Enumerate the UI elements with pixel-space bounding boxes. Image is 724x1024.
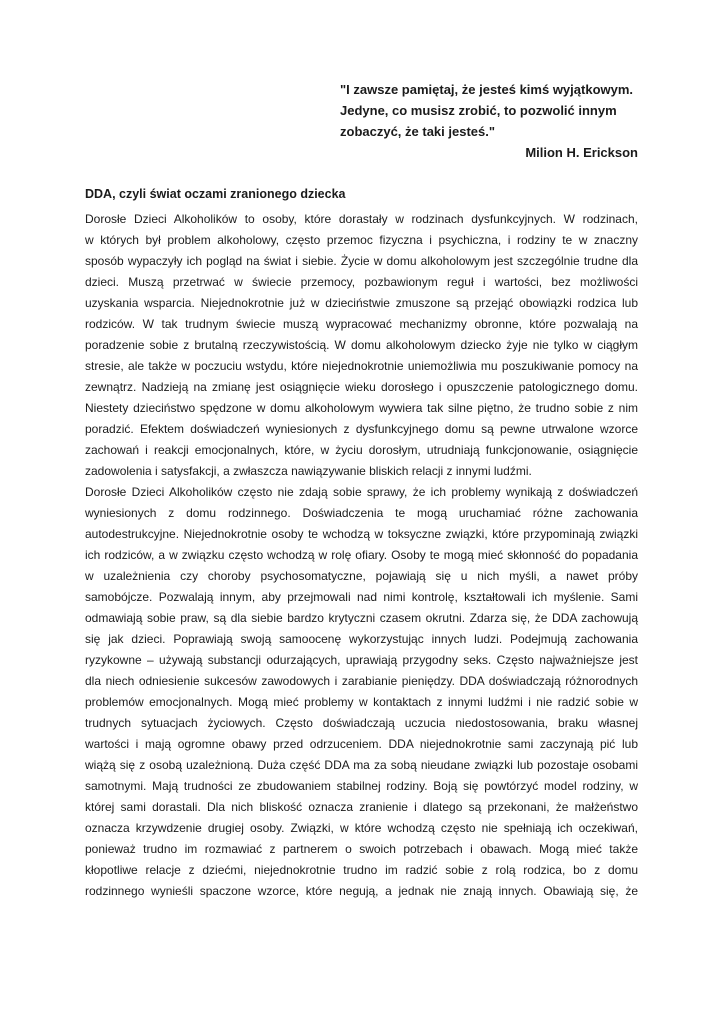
text-line: oznacza krzywdzenie drugiej osoby. Związki, w które wchodzą często nie spełniają ich oczekiwań, [85, 821, 638, 835]
paragraph [85, 209, 638, 482]
quote-line: Jedyne, co musisz zrobić, to pozwolić innym [340, 103, 617, 118]
text-line: samotnymi. Mają trudności ze zbudowaniem stabilnej rodziny. Boją się powtórzyć model rodziny, w [85, 779, 638, 793]
text-line: wiążą się z osobą uzależnioną. Duża część DDA ma za sobą nieudane związki lub pozostaje osobami [85, 758, 638, 772]
text-line: się jak dzieci. Poprawiają swoją samoocenę wykorzystując innych ludzi. Podejmują zachowania [85, 632, 638, 646]
text-line: Dorosłe Dzieci Alkoholików często nie zdają sobie sprawy, że ich problemy wynikają z doświadczeń [85, 485, 638, 499]
text-line: trudnych sytuacjach życiowych. Często doświadczają uczucia niedostosowania, braku własnej [85, 716, 638, 730]
text-line: w uzależnienia czy choroby psychosomatyczne, pojawiają się u nich myśli, a nawet próby [85, 569, 638, 583]
text-line: poradzenie sobie z brutalną rzeczywistością. W domu alkoholowym dziecko żyje nie tylko w ciągłym [85, 338, 638, 352]
text-line: zachowań i reakcji emocjonalnych, które, w życiu dorosłym, utrudniają funkcjonowanie, osiągnięcie [85, 443, 638, 457]
text-line: Dorosłe Dzieci Alkoholików to osoby, które dorastały w rodzinach dysfunkcyjnych. W rodzinach, [85, 212, 638, 226]
text-line: ryzykowne – używają substancji odurzających, uprawiają przygodny seks. Często najważniejsze jest [85, 653, 638, 667]
paragraph [85, 482, 638, 902]
text-line: dla niech odniesienie sukcesów zawodowych i zarabianie pieniędzy. DDA doświadczają różnorodnych [85, 674, 638, 688]
text-line: zadowolenia i satysfakcji, a zwłaszcza nawiązywanie bliskich relacji z innymi ludźmi. [85, 464, 532, 478]
text-line: poradzić. Efektem doświadczeń wyniesionych z dysfunkcyjnego domu są pewne utrwalone wzorce [85, 422, 638, 436]
text-line: wartości i mają ogromne obawy przed odrzuceniem. DDA niejednokrotnie sami zaczynają pić lub [85, 737, 638, 751]
text-line: odmawiają sobie praw, są dla siebie bardzo krytyczni czasem okrutni. Zdarza się, że DDA zachowują [85, 611, 638, 625]
text-line: problemów emocjonalnych. Mogą mieć problemy w kontaktach z innymi ludźmi i nie radzić sobie w [85, 695, 638, 709]
text-line: rodzinnego wynieśli spaczone wzorce, które negują, a jednak nie znają innych. Obawiają się, że [85, 884, 638, 898]
text-line: wyniesionych z domu rodzinnego. Doświadczenia te mogą uruchamiać różne zachowania [85, 506, 638, 520]
article-body [85, 184, 638, 902]
text-line: ich rodziców, a w związku często wchodzą w rolę ofiary. Osoby te mogą mieć skłonność do popadania [85, 548, 638, 562]
text-line: Niestety dzieciństwo spędzone w domu alkoholowym wywiera tak silne piętno, że trudno sobie z nim [85, 401, 638, 415]
quote-line: zobaczyć, że taki jesteś." [340, 124, 496, 139]
article-paragraphs [85, 209, 638, 902]
text-line: zewnątrz. Nadzieją na zmianę jest osiągnięcie wieku dorosłego i opuszczenie patologicznego domu. [85, 380, 638, 394]
text-line: w których był problem alkoholowy, często przemoc fizyczna i psychiczna, i rodziny te w znaczny [85, 233, 638, 247]
text-line: kłopotliwe relacje z dziećmi, niejednokrotnie trudno im radzić sobie z rolą rodzica, bo z domu [85, 863, 638, 877]
quote-lines [340, 79, 638, 142]
article-heading: DDA, czyli świat oczami zranionego dziecka [85, 187, 346, 201]
text-line: sposób wypaczyły ich pogląd na świat i siebie. Życie w domu alkoholowym jest szczególnie trudne dla [85, 254, 638, 268]
quote-line: "I zawsze pamiętaj, że jesteś kimś wyjątkowym. [340, 82, 634, 97]
epigraph-quote [340, 79, 638, 163]
text-line: stresie, ale także w poczuciu wstydu, które niejednokrotnie uniemożliwia mu poszukiwanie pomocy na [85, 359, 638, 373]
text-line: dzieci. Muszą przetrwać w świecie przemocy, pozbawionym reguł i wartości, bez możliwości [85, 275, 638, 289]
text-line: samobójcze. Pozwalają innym, aby przejmowali nad nimi kontrolę, kształtowali ich myślenie. Sami [85, 590, 638, 604]
text-line: rodziców. W tak trudnym świecie muszą wypracować mechanizmy obronne, które pozwalają na [85, 317, 638, 331]
text-line: autodestrukcyjne. Niejednokrotnie osoby te wchodzą w toksyczne związki, które przypominają związki [85, 527, 638, 541]
text-line: ponieważ trudno im rozmawiać z partnerem o swoich potrzebach i obawach. Mogą mieć także [85, 842, 638, 856]
text-line: której sami dorastali. Dla nich bliskość oznacza zranienie i dlatego są przekonani, że małżeństwo [85, 800, 638, 814]
text-line: uzyskania wsparcia. Niejednokrotnie już w dzieciństwie zmuszone są przejąć obowiązki rodzica lub [85, 296, 638, 310]
quote-attribution: Milion H. Erickson [525, 145, 638, 160]
